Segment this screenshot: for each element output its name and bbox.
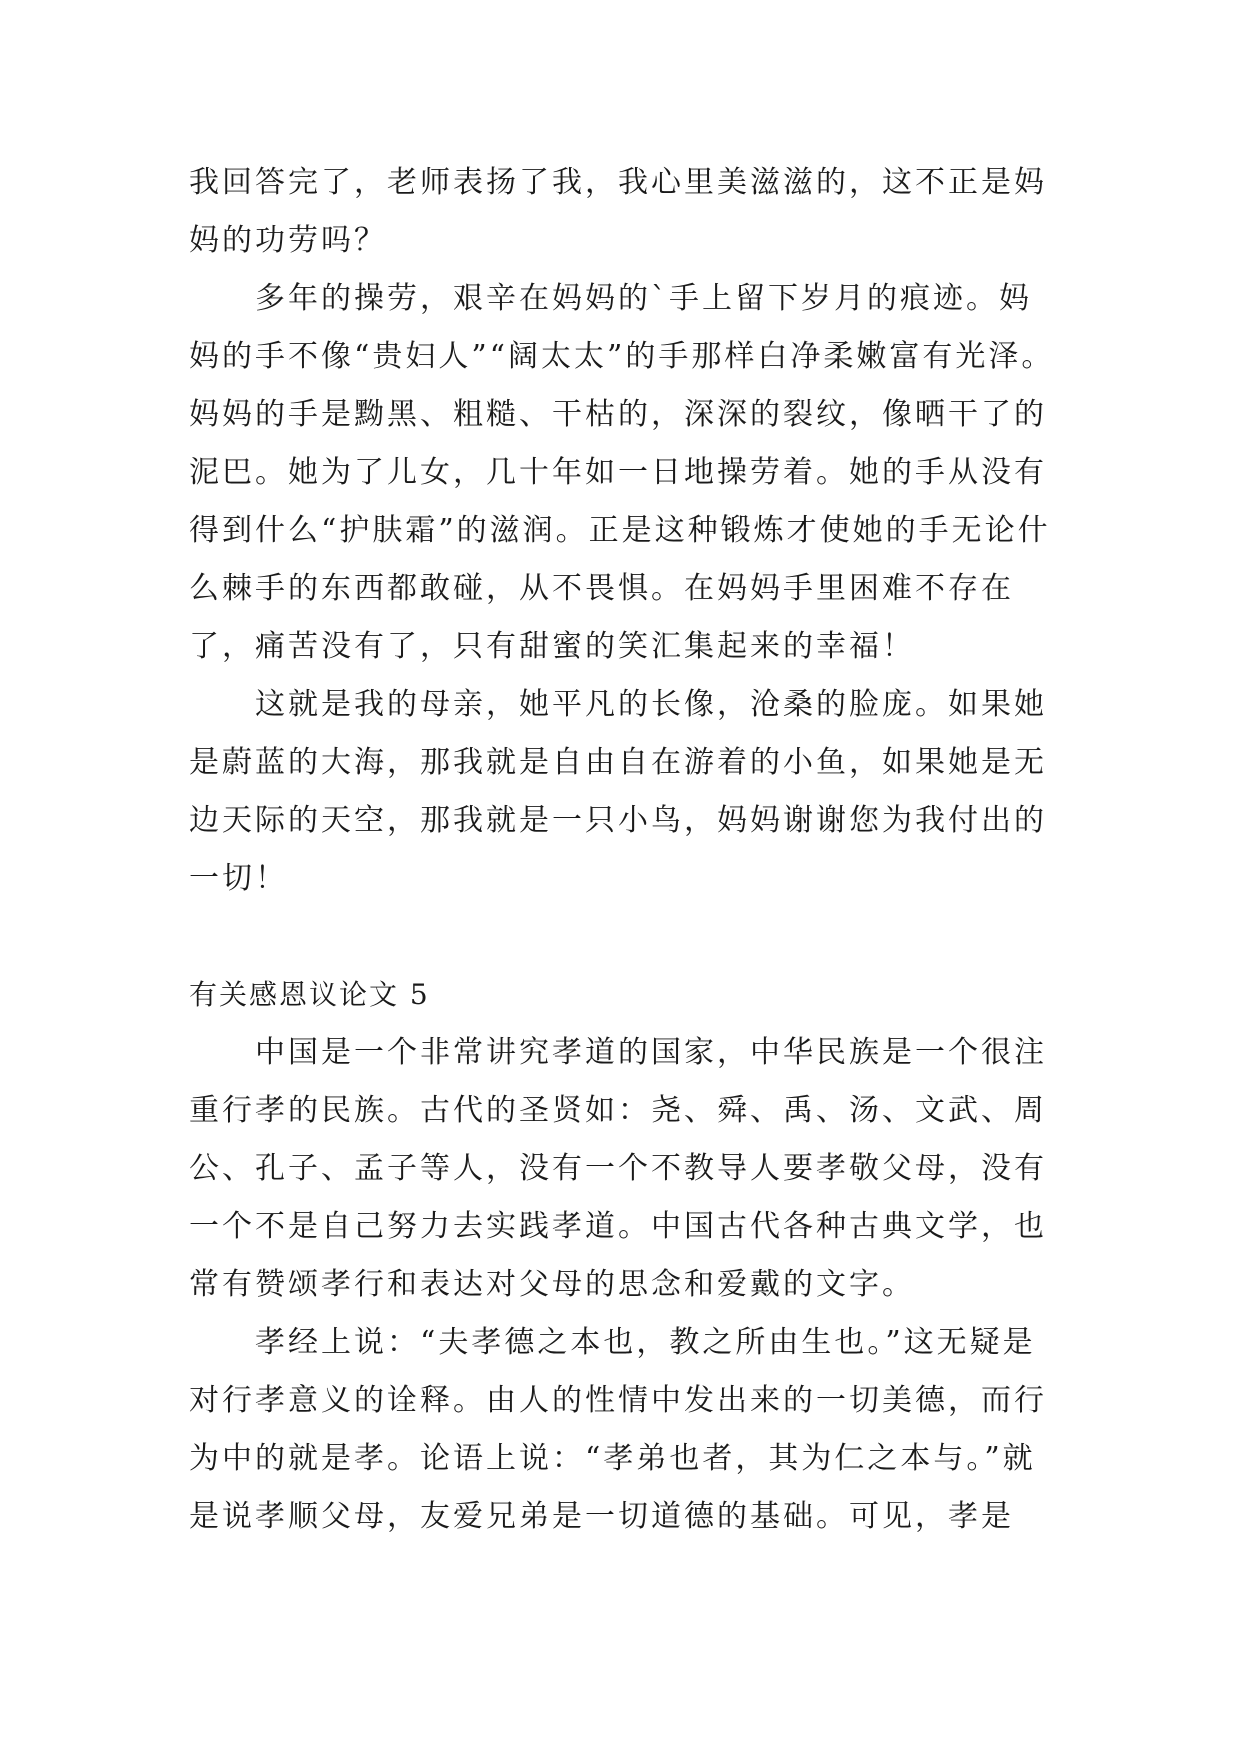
paragraph-mother-conclusion: 这就是我的母亲，她平凡的长像，沧桑的脸庞。如果她是蔚蓝的大海，那我就是自由自在游着的小鱼，如果她是无边天际的天空，那我就是一只小鸟，妈妈谢谢您为我付出的一切！ — [189, 687, 1047, 896]
section-heading: 有关感恩议论文 5 — [189, 978, 430, 1011]
paragraph-filial-piety-intro: 中国是一个非常讲究孝道的国家，中华民族是一个很注重行孝的民族。古代的圣贤如：尧、舜、禹、汤、文武、周公、孔子、孟子等人，没有一个不教导人要孝敬父母，没有一个不是自己努力去实践孝道。中国古代各种古典文学，也常有赞颂孝行和表达对父母的思念和爱戴的文字。 — [189, 1035, 1047, 1302]
paragraph-filial-piety-classics: 孝经上说：“夫孝德之本也，教之所由生也。”这无疑是对行孝意义的诠释。由人的性情中发出来的一切美德，而行为中的就是孝。论语上说：“孝弟也者，其为仁之本与。”就是说孝顺父母，友爱兄弟是一切道德的基础。可见，孝是 — [189, 1325, 1047, 1534]
paragraph-continued: 我回答完了，老师表扬了我，我心里美滋滋的，这不正是妈妈的功劳吗？ — [189, 165, 1047, 258]
document-body — [189, 154, 1055, 1546]
paragraph-mother-hands: 多年的操劳，艰辛在妈妈的`手上留下岁月的痕迹。妈妈的手不像“贵妇人”“阔太太”的手那样白净柔嫩富有光泽。妈妈的手是黝黑、粗糙、干枯的，深深的裂纹，像晒干了的泥巴。她为了儿女，几十年如一日地操劳着。她的手从没有得到什么“护肤霜”的滋润。正是这种锻炼才使她的手无论什么棘手的东西都敢碰，从不畏惧。在妈妈手里困难不存在了，痛苦没有了，只有甜蜜的笑汇集起来的幸福！ — [189, 281, 1055, 664]
